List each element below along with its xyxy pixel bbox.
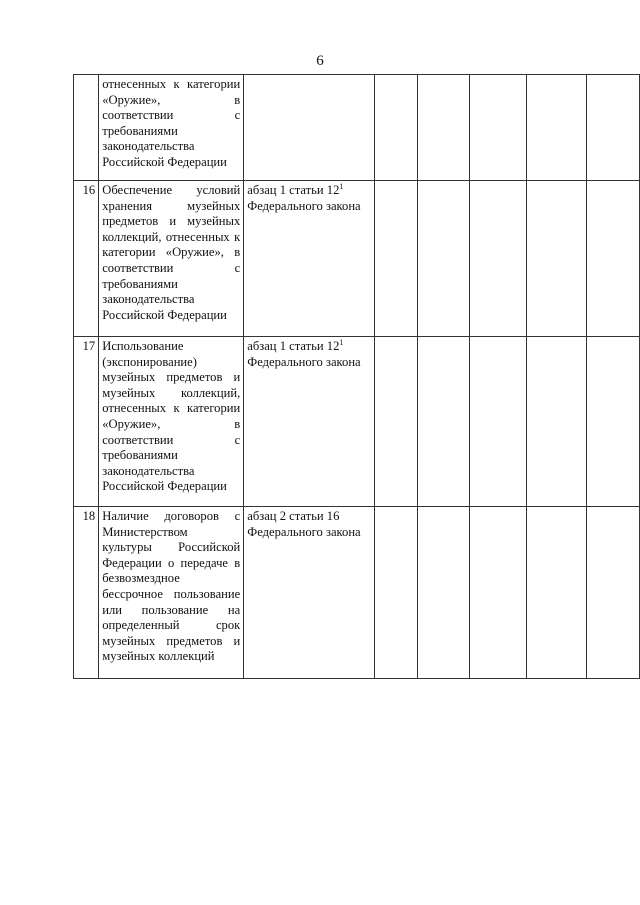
legal-reference-text: абзац 1 статьи $12^1$ (247, 181, 344, 197)
legal-reference-cell (244, 75, 374, 181)
answer-cell-no[interactable] (417, 75, 470, 181)
legal-reference-law: Федерального закона (247, 354, 361, 369)
notes-cell[interactable] (587, 507, 640, 679)
requirement-cell: отнесенных к категории «Оружие», в соответствии с требованиями законодательства Российской Федерации (99, 75, 244, 181)
reference-superscript: 1 (339, 337, 344, 347)
answer-cell-yes[interactable] (374, 507, 417, 679)
answer-cell-yes[interactable] (374, 337, 417, 507)
answer-cell-yes[interactable] (374, 75, 417, 181)
requirement-cell: Наличие договоров с Министерством культуры Российской Федерации о передаче в безвозмездное бессрочное пользование или пользование на определенный срок музейных предметов и музейных коллекций (99, 507, 244, 679)
answer-cell-extra[interactable] (527, 181, 587, 337)
requirement-cell: Использование (экспонирование) музейных предметов и музейных коллекций, отнесенных к категории «Оружие», в соответствии с требованиями законодательства Российской Федерации (99, 337, 244, 507)
answer-cell-no[interactable] (417, 337, 470, 507)
table-row (74, 507, 640, 679)
legal-reference-cell (244, 181, 374, 337)
answer-cell-yes[interactable] (374, 181, 417, 337)
notes-cell[interactable] (587, 181, 640, 337)
notes-cell[interactable] (587, 75, 640, 181)
answer-cell-no[interactable] (417, 181, 470, 337)
table-row (74, 181, 640, 337)
reference-superscript: 1 (339, 181, 344, 191)
legal-reference-text: абзац 1 статьи $12^1$ (247, 337, 344, 353)
legal-reference-cell (244, 337, 374, 507)
row-number: 16 (74, 181, 99, 337)
answer-cell-not-applicable[interactable] (470, 181, 527, 337)
answer-cell-extra[interactable] (527, 507, 587, 679)
page-number: 6 (316, 53, 324, 69)
checklist-table (73, 74, 640, 679)
answer-cell-not-applicable[interactable] (470, 337, 527, 507)
legal-reference-law: Федерального закона (247, 198, 361, 213)
answer-cell-no[interactable] (417, 507, 470, 679)
legal-reference-law: Федерального закона (247, 524, 361, 539)
row-number (74, 75, 99, 181)
answer-cell-extra[interactable] (527, 75, 587, 181)
row-number: 17 (74, 337, 99, 507)
notes-cell[interactable] (587, 337, 640, 507)
requirement-cell: Обеспечение условий хранения музейных предметов и музейных коллекций, отнесенных к категории «Оружие», в соответствии с требованиями законодательства Российской Федерации (99, 181, 244, 337)
answer-cell-not-applicable[interactable] (470, 75, 527, 181)
legal-reference-text: абзац 2 статьи 16 (247, 509, 340, 523)
row-number: 18 (74, 507, 99, 679)
table-row (74, 337, 640, 507)
answer-cell-extra[interactable] (527, 337, 587, 507)
legal-reference-cell (244, 507, 374, 679)
answer-cell-not-applicable[interactable] (470, 507, 527, 679)
table-row (74, 75, 640, 181)
